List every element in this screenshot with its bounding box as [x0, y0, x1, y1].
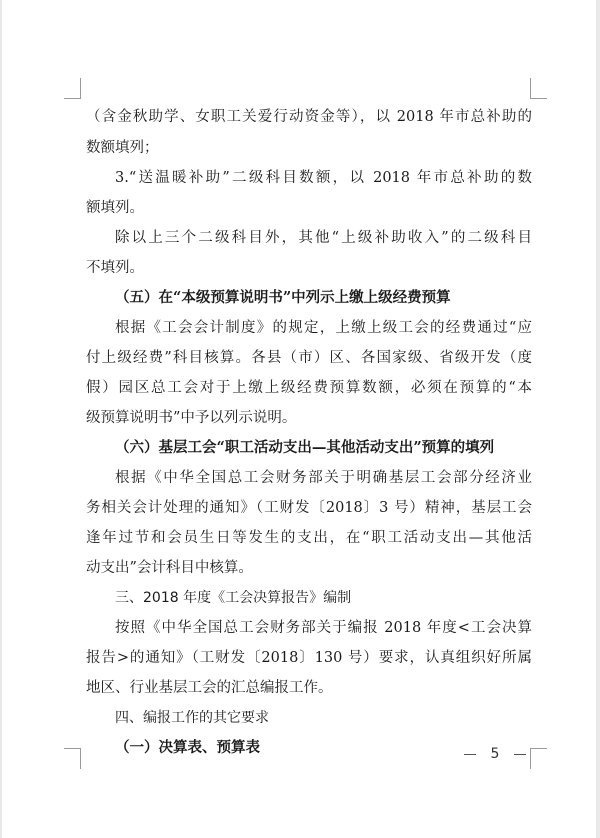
- body-text-line: 除以上三个二级科目外，其他“上级补助收入”的二级科目: [115, 230, 532, 246]
- body-text-line: 不填列。: [86, 260, 144, 276]
- body-text-line: 按照《中华全国总工会财务部关于编报 2018 年度<工会决算: [115, 620, 532, 636]
- crop-mark-bottom-left: [64, 748, 81, 769]
- body-text-line: 3.“送温暖补助”二级科目数额，以 2018 年市总补助的数: [115, 170, 532, 186]
- body-text-line: 逢年过节和会员生日等发生的支出，在“职工活动支出—其他活: [86, 530, 532, 546]
- body-text-line: 付上级经费”科目核算。各县（市）区、各国家级、省级开发（度: [86, 350, 532, 366]
- body-text-line: 根据《工会会计制度》的规定，上缴上级工会的经费通过“应: [115, 320, 532, 336]
- body-text-line: 务相关会计处理的通知》（工财发〔2018〕3 号）精神，基层工会: [86, 500, 532, 516]
- body-text-line: 动支出”会计科目中核算。: [86, 560, 253, 576]
- chapter-heading: 四、编报工作的其它要求: [115, 710, 269, 726]
- body-text-line: 假）园区总工会对于上缴上级经费预算数额，必须在预算的“本: [86, 380, 532, 396]
- crop-mark-top-left: [64, 78, 81, 99]
- crop-mark-bottom-right: [530, 748, 547, 769]
- section-heading: （五）在“本级预算说明书”中列示上缴上级经费预算: [115, 289, 451, 306]
- body-text-line: 地区、行业基层工会的汇总编报工作。: [86, 680, 333, 696]
- body-text-line: 数额填列；: [86, 140, 159, 156]
- section-heading: （六）基层工会“职工活动支出—其他活动支出”预算的填列: [115, 439, 495, 456]
- body-text-line: 级预算说明书”中予以列示说明。: [86, 410, 297, 426]
- page-footer: [464, 744, 526, 764]
- body-text-line: 报告>的通知》（工财发〔2018〕130 号）要求，认真组织好所属: [86, 650, 532, 666]
- body-text-line: （含金秋助学、女职工关爱行动资金等），以 2018 年市总补助的: [86, 109, 532, 125]
- section-heading: （一）决算表、预算表: [115, 739, 260, 756]
- document-page: [2, 0, 596, 838]
- crop-mark-top-right: [530, 78, 547, 99]
- page-number: 5: [490, 746, 500, 762]
- body-text-line: 根据《中华全国总工会财务部关于明确基层工会部分经济业: [115, 470, 532, 486]
- dash-right: [514, 754, 526, 755]
- chapter-heading: 三、2018 年度《工会决算报告》编制: [115, 590, 352, 606]
- dash-left: [464, 754, 476, 755]
- body-text-line: 额填列。: [86, 200, 144, 216]
